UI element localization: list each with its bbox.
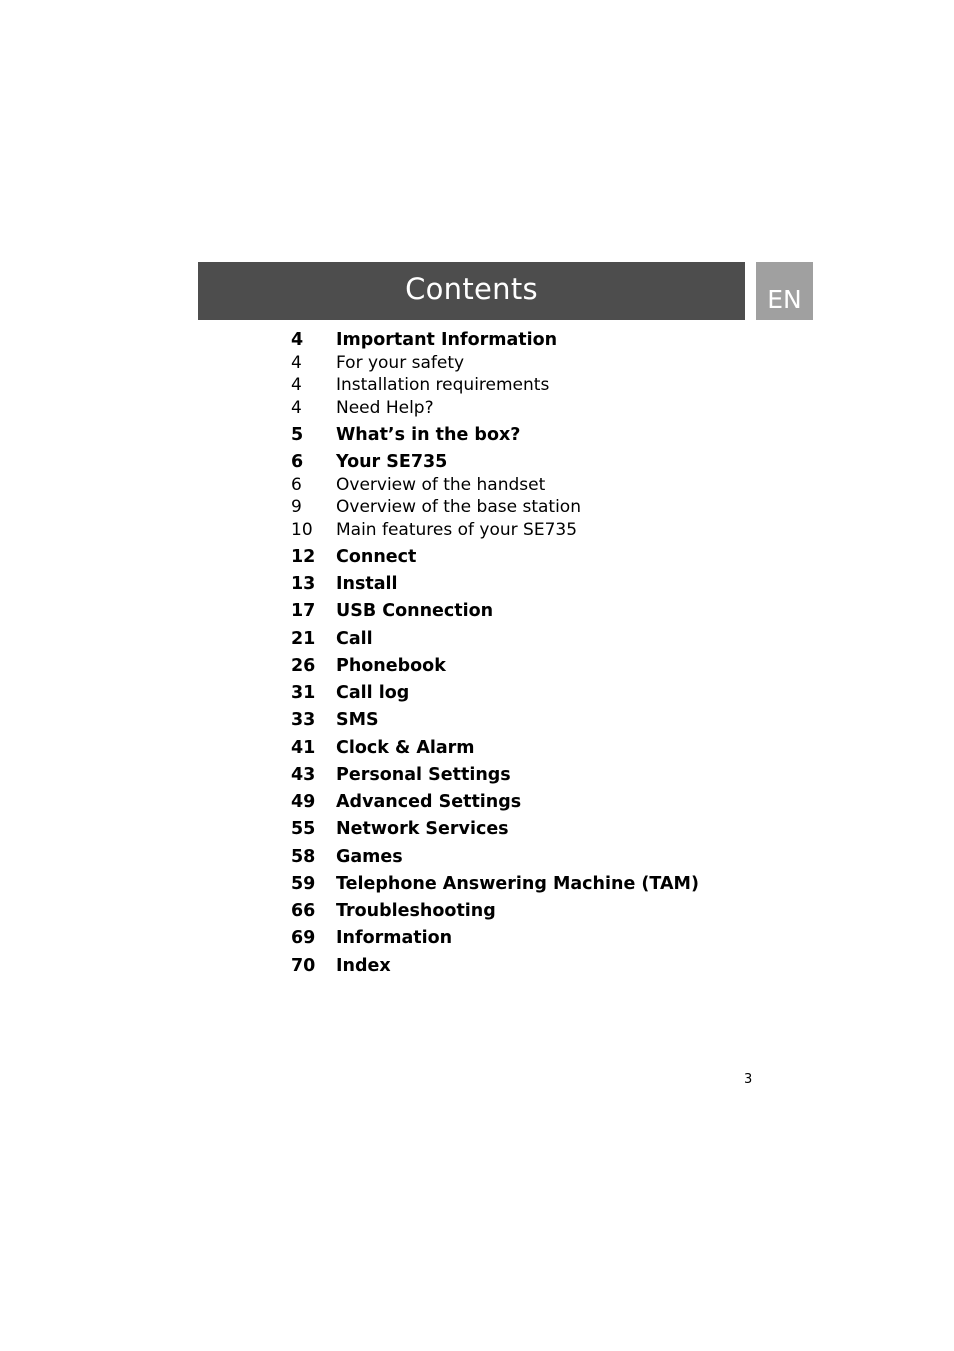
toc-title: Advanced Settings	[336, 792, 522, 812]
toc-page-number: 4	[291, 375, 302, 395]
toc-title: Index	[336, 956, 391, 976]
toc-page-number: 6	[291, 475, 302, 495]
toc-title: Games	[336, 847, 403, 867]
toc-title: SMS	[336, 710, 379, 730]
toc-title: What’s in the box?	[336, 425, 521, 445]
toc-title: For your safety	[336, 353, 465, 373]
toc-page-number: 31	[291, 683, 316, 703]
toc-page-number: 70	[291, 956, 316, 976]
toc-title: Important Information	[336, 330, 558, 350]
page-number: 3	[744, 1072, 753, 1087]
toc-title: USB Connection	[336, 601, 494, 621]
toc-page-number: 17	[291, 601, 316, 621]
toc-page-number: 10	[291, 520, 313, 540]
toc-title: Telephone Answering Machine (TAM)	[336, 874, 699, 894]
toc-title: Phonebook	[336, 656, 446, 676]
toc-title: Call log	[336, 683, 410, 703]
toc-page-number: 26	[291, 656, 316, 676]
toc-page-number: 5	[291, 425, 304, 445]
toc-title: Main features of your SE735	[336, 520, 578, 540]
toc-page-number: 69	[291, 928, 316, 948]
toc-page-number: 6	[291, 452, 304, 472]
toc-title: Network Services	[336, 819, 509, 839]
toc-page-number: 13	[291, 574, 316, 594]
language-label: EN	[767, 285, 802, 314]
toc-title: Troubleshooting	[336, 901, 496, 921]
toc-page-number: 55	[291, 819, 316, 839]
toc-page-number: 41	[291, 738, 316, 758]
toc-page-number: 66	[291, 901, 316, 921]
toc-page-number: 33	[291, 710, 316, 730]
toc-title: Connect	[336, 547, 417, 567]
toc-title: Information	[336, 928, 453, 948]
toc-page-number: 4	[291, 330, 304, 350]
page-title-bar	[198, 262, 745, 320]
toc-title: Overview of the handset	[336, 475, 546, 495]
toc-title: Your SE735	[336, 452, 448, 472]
toc-page-number: 43	[291, 765, 316, 785]
toc-title: Overview of the base station	[336, 497, 581, 517]
toc-page-number: 49	[291, 792, 316, 812]
toc-title: Install	[336, 574, 398, 594]
toc-page-number: 4	[291, 353, 302, 373]
toc-title: Need Help?	[336, 398, 434, 418]
toc-title: Clock & Alarm	[336, 738, 475, 758]
toc-page-number: 12	[291, 547, 316, 567]
toc-page-number: 21	[291, 629, 316, 649]
page-title: Contents	[405, 272, 538, 306]
toc-page-number: 4	[291, 398, 302, 418]
toc-title: Installation requirements	[336, 375, 550, 395]
language-tab	[756, 262, 813, 320]
toc-page-number: 59	[291, 874, 316, 894]
toc-page-number: 58	[291, 847, 316, 867]
toc-title: Call	[336, 629, 373, 649]
toc-title: Personal Settings	[336, 765, 511, 785]
toc-page-number: 9	[291, 497, 302, 517]
